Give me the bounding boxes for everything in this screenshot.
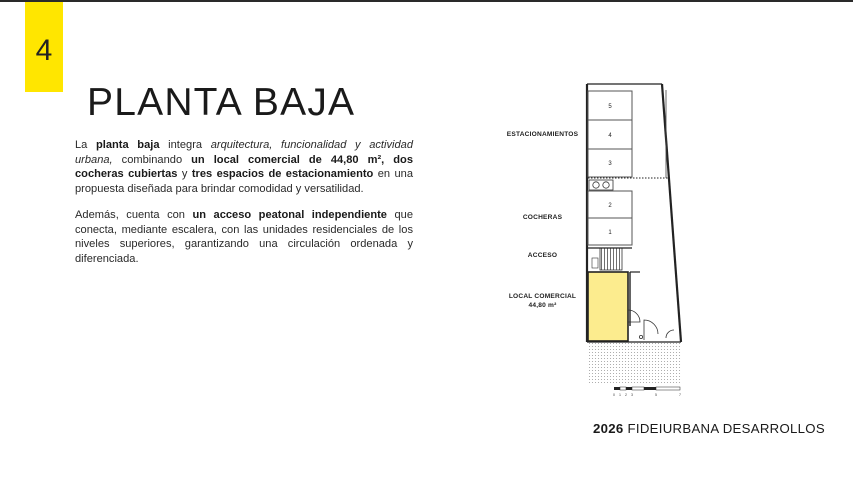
text-run: en una propuesta diseñada para brindar comodidad y versatilidad.: [75, 168, 413, 195]
space-number-1: 1: [608, 230, 612, 236]
scale-tick: 2: [624, 392, 628, 397]
utility-fixtures: [589, 180, 613, 190]
scale-tick: 1: [618, 392, 622, 397]
space-number-4: 4: [608, 133, 612, 139]
footer-credit: [593, 421, 825, 436]
text-run: y: [177, 168, 192, 181]
label-acceso: ACCESO: [527, 252, 558, 259]
space-number-2: 2: [608, 203, 612, 209]
footer-company: FIDEIURBANA DESARROLLOS: [627, 421, 825, 436]
label-cocheras: COCHERAS: [522, 214, 563, 221]
text-run-bold: planta baja: [95, 139, 160, 151]
label-local-comercial-area: 44,80 m²: [528, 302, 557, 309]
space-number-3: 3: [608, 161, 612, 167]
text-run: La: [75, 139, 96, 151]
text-run-italic: arquitectura, funcionalidad y actividad urbana,: [75, 139, 413, 166]
page-title: PLANTA BAJA: [87, 81, 356, 124]
scale-tick: 0: [612, 392, 616, 397]
scale-tick: 3: [630, 392, 634, 397]
page-number: 4: [35, 34, 53, 67]
scale-bar: [613, 387, 682, 397]
text-run: Además, cuenta con: [75, 209, 193, 221]
parking-spaces: [588, 91, 632, 245]
access-stair: [588, 248, 632, 270]
label-local-comercial-name: LOCAL COMERCIAL: [508, 293, 577, 300]
text-run: combinando: [112, 153, 192, 166]
text-run-bold: un local comercial de 44,80 m², dos cocheras cubiertas: [75, 153, 414, 181]
text-run: que conecta, mediante escalera, con las unidades residenciales de los niveles superiores, garantizando una circulación ordenada y diferenciada.: [75, 209, 413, 265]
door-swings: [628, 310, 674, 340]
label-estacionamientos: ESTACIONAMIENTOS: [506, 131, 579, 138]
scale-tick: 5: [654, 392, 658, 397]
footer-year: 2026: [593, 421, 624, 436]
sidewalk: [587, 343, 681, 383]
text-run: integra: [159, 139, 211, 151]
scale-tick: 7: [678, 392, 682, 397]
local-comercial-area: [588, 272, 628, 341]
text-run-bold: un acceso peatonal independiente: [192, 209, 387, 221]
text-run-bold: tres espacios de estacionamiento: [191, 168, 374, 181]
space-number-5: 5: [608, 104, 612, 110]
